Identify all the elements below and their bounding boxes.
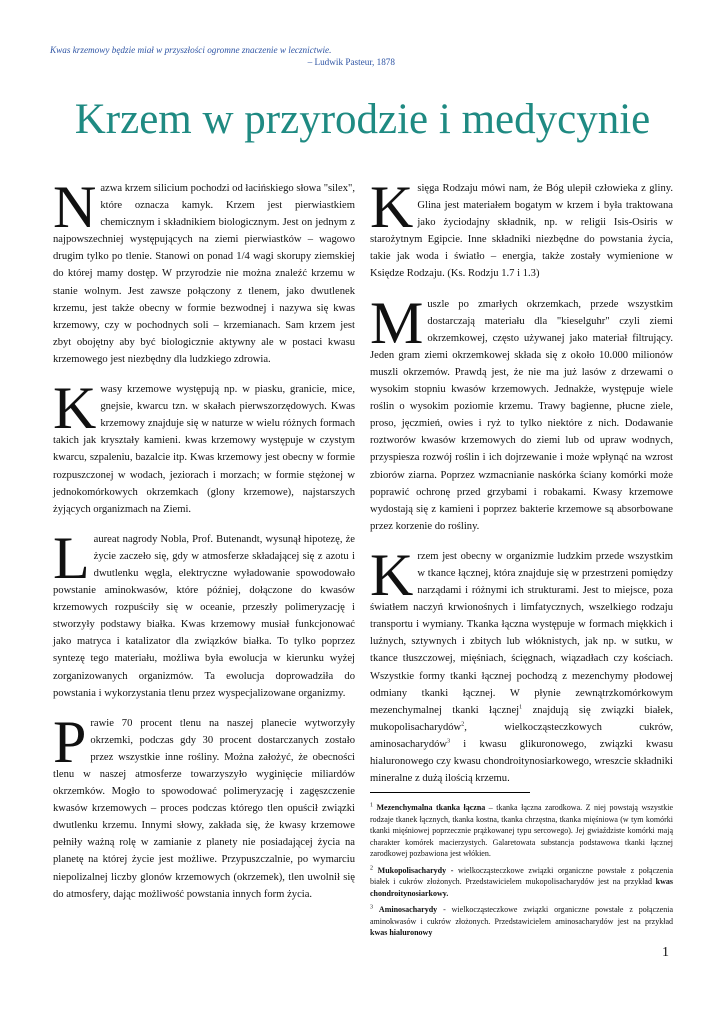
epigraph (50, 44, 395, 68)
paragraph (53, 375, 355, 518)
paragraph-text: wasy krzemowe występują np. w piasku, granicie, mice, gnejsie, kwarcu tzn. w skałach pierwszorzędowych. Kwas krzemowy znajduje się w naturze w wielu różnych formach takich jak kryształy kamieni. kwas krzemowy występuje w czystym kwarcu, szpaleniu, bazalcie itp. Kwas krzemowy jest obecny w formie rozpuszczonej w wodach, jeziorach i morzach; w formie stężonej w jednokomórkowych okrzemkach (glony krzemowe), najstarszych żyjących organizmach na Ziemi. (53, 384, 355, 515)
paragraph (53, 524, 355, 702)
footnote-divider (370, 792, 530, 793)
footnote-example: kwas hialuronowy (370, 928, 433, 937)
text-run: i kwasu glikuronowego, związki kwasu hialuronowego czy kwasu chondroitynosiarkowego, wreszcie składniki mineralne z dużą ilością krzemu. (370, 738, 673, 785)
page-title: Krzem w przyrodzie i medycynie (74, 96, 651, 143)
paragraph (370, 541, 673, 787)
footnote (370, 904, 673, 939)
footnote-ref[interactable]: 1 (519, 704, 523, 711)
paragraph (53, 174, 355, 368)
text-run: , wielkocząsteczkowych cukrów, aminosacharydów (370, 721, 673, 750)
footnote-text: – tkanka łączna zarodkowa. Z niej powstają wszystkie rodzaje tkanek łącznych, tkanka kostna, tkanka chrzęstna, tkanka mięśniowa (w tym komórki tkanki mięśniowej poprzecznie prążkowanej typu sercowego). Jej gwiaździste komórki mają charakter komórek macierzystych. Galaretowata substancja podstawowa tkanki łącznej zarodkowej pozbawiona jest włókien. (370, 803, 673, 858)
footnote-ref[interactable]: 2 (461, 721, 465, 728)
footnote-ref[interactable]: 3 (447, 738, 451, 745)
footnote-text: wielkocząsteczkowe związki organiczne powstałe z połączenia białek i cukrów złożonych. Przedstawicielem mukopolisacharydów jest na przykład (370, 865, 673, 886)
paragraph (53, 708, 355, 903)
footnote-text: - wielkocząsteczkowe związki organiczne powstałe z połączenia aminokwasów i cukrów złożonych. Przedstawicielem aminosacharydów jest na przykład (370, 905, 673, 926)
footnote-number: 1 (370, 802, 373, 809)
epigraph-author: – Ludwik Pasteur, 1878 (307, 57, 395, 67)
epigraph-quote: Kwas krzemowy będzie miał w przyszłości ogromne znaczenie w lecznictwie. (50, 45, 332, 55)
drop-cap: L (53, 524, 90, 591)
paragraph-text: azwa krzem silicium pochodzi od łacińskiego słowa "silex", które oznacza kamyk. Krzem jest pierwiastkiem chemicznym i składnikiem biologicznym. Jest on jednym z najpowszechniej występujących na ziemi pierwiastków – wagowo drugim tylko po tlenie. Stanowi on ponad 1/4 wagi skorupy ziemskiej do której mamy dostęp. W przyrodzie nie można znaleźć krzemu w stanie wolnym. Jest zawsze połączony z tlenem, jako dwutlenek krzemu, jest także obecny w formie bezwodnej i nazywa się kwas krzemowy, czy w pochodnych soli – krzemianach. Sam krzem jest zbyt obojętny aby być biologicznie aktywny ale w postaci kwasu krzemowego jest niezbędny dla ludzkiego zdrowia. (53, 183, 355, 365)
paragraph-text (370, 541, 673, 785)
footnote (370, 865, 673, 900)
paragraph-text: sięga Rodzaju mówi nam, że Bóg ulepił człowieka z gliny. Glina jest materiałem bogatym w krzem i była traktowana jako życiodajny składnik, np. w religii Isis-Osiris w starożytnym Egipcie. Inne składniki niezbędne do powstania życia, takie jak woda i światło – energia, także zostały wymienione w Księdze Rodzaju. (Ks. Rodzju 1.7 i 1.3) (370, 183, 673, 280)
drop-cap: K (370, 174, 414, 240)
footnote-example: kwas chondroitynosiarkowy. (370, 877, 673, 898)
paragraph-text: rawie 70 procent tlenu na naszej planecie wytworzyły okrzemki, podczas gdy 30 procent dostarczanych zostało przez wszystkie inne rośliny. Można założyć, że obecności tlenu w naszej atmosferze towarzyszyło wyginięcie miliardów okrzemków. Mogło to spowodować polimeryzację i zagęszczenie kwasów krzemowych – proces podczas którego tlen opuścił związki dwutlenku krzemu. Innymi słowy, zakłada się, że kwasy krzemowe pełniły ważną rolę w zamianie z planety nie posiadającej życia na planetę na której życie jest możliwe. Przypuszczalnie, po wymarciu niepolizalnej liczby glonów krzemowych (okrzemek), tlen uwolnił się do atmosfery, dając możliwość powstania innych form życia. (53, 717, 355, 900)
paragraph-text: aureat nagrody Nobla, Prof. Butenandt, wysunął hipotezę, że życie zaczeło się, gdy w atmosferze składającej się z azotu i dwutlenku węgla, elektryczne wyładowanie spowodowało powstanie aminokwasów, które później, dołączone do kwasów krzemowych rozpuściły się w oceanie, przeszły polimeryzację i stworzyły podstawy białka. Kwas krzemowy musiał funkcjonować jako matryca i katalizator dla związków białka. To tylko poprzez syntezę tego materiału, możliwa była ewolucja w kierunku wyżej zorganizowanych organizmów. Ta ewolucja doprowadziła do powstania i wykorzystania tlenu przez wyspecjalizowane organizmy. (53, 533, 355, 699)
paragraph (370, 174, 673, 283)
paragraph-text: uszle po zmarłych okrzemkach, przede wszystkim dostarczają materiału dla "kieselguhr" czyli ziemi okrzemkowej, często używanej jako materiał filtrujący. Jeden gram ziemi okrzemkowej składa się z około 10.000 milionów muszli okrzemów. Prawdą jest, że nie ma już lasów z drzewami o wysokim stopniu kwasów krzemowych. Jednakże, występuje wiele roślin o wysokim poziomie krzemu. Trawy bagienne, płucne ziele, proso, jęczmień, owies i ryż to tylko niektóre z nich. Dodawanie roztworów kwasów krzemowych do ziemi lub od upraw wodnych, przyspiesza rozwój roślin i ich dojrzewanie i może wpłynąć na wzrost zbiorów ziarna. Poprzez wzmacnianie naskórka ściany komórki może poprawić ochronę przed grzybami i robakami. Kwasy krzemowe wydostają się z kamieni i poprzez bakterie krzemowe są absorbowane przez korzenie do rośliny. (370, 298, 673, 532)
left-column (53, 174, 355, 916)
text-run: rzem jest obecny w organizmie ludzkim przede wszystkim w tkance łącznej, która znajduje się w przestrzeni pomiędzy narządami i różnymi ich strukturami. Jest to miejsce, poza światłem naczyń krwionośnych i limfatycznych, wszelkiego rodzaju transportu i wymiany. Tkanka łączna występuje w formach miękkich i luźnych, sztywnych i zbitych lub włóknistych, jak np. w sutku, w tkance tłuszczowej, mięśniach, ścięgnach, wiązadłach czy kościach. Wszystkie formy tkanki łącznej pochodzą z mezenchymy płodowej odmiany tkanki łącznej. W płynie zewnątrzkomórkowym mezenchymalnej tkanki łącznej (370, 550, 673, 716)
drop-cap: K (53, 375, 97, 442)
right-column (370, 174, 673, 800)
footnote (370, 802, 673, 860)
paragraph (370, 289, 673, 535)
footnote-number: 3 (370, 904, 373, 911)
drop-cap: K (370, 541, 414, 608)
drop-cap: P (53, 708, 87, 775)
drop-cap: M (370, 289, 424, 356)
footnote-term: Aminosacharydy (378, 905, 438, 914)
footnote-number: 2 (370, 864, 373, 871)
footnote-term: Mezenchymalna tkanka łączna (376, 803, 486, 812)
text-run: znajdują się związki białek, mukopolisacharydów (370, 704, 673, 733)
footnote-term: Mukopolisacharydy - (377, 865, 454, 875)
drop-cap: N (53, 174, 97, 240)
page-number: 1 (662, 945, 669, 960)
footnotes (370, 792, 673, 944)
